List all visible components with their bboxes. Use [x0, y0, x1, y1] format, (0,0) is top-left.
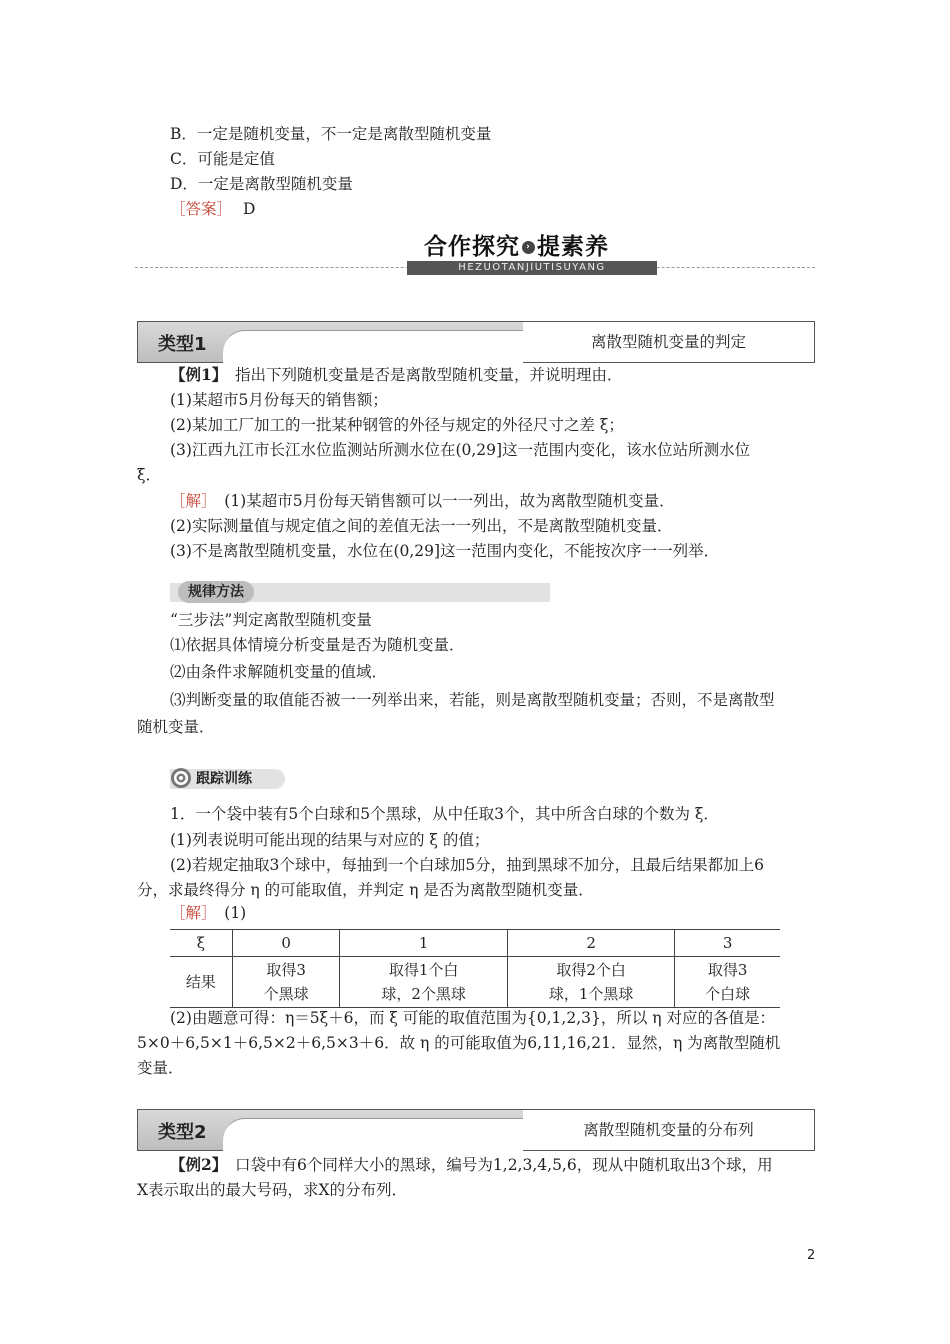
target-icon: [170, 767, 192, 789]
table-cell: 3: [675, 930, 780, 957]
table-cell: 1: [340, 930, 507, 957]
table-row: [170, 957, 780, 1008]
arrow-icon: ›: [522, 241, 535, 254]
type1-tag: 类型1: [158, 334, 207, 355]
training-header-label: 跟踪训练: [196, 771, 252, 787]
training-solution-intro: ［解］ (1): [170, 904, 247, 922]
table-header-row: [170, 930, 780, 957]
example1-item: (2)某加工厂加工的一批某种钢管的外径与规定的外径尺寸之差 ξ；: [170, 416, 624, 434]
table-cell: 结果: [170, 957, 232, 1008]
option-b: B．一定是随机变量，不一定是离散型随机变量: [170, 125, 492, 143]
solution1-label: ［解］: [170, 492, 209, 510]
example1-item: ξ．: [137, 466, 162, 484]
page-number: 2: [807, 1248, 816, 1263]
example2-label: 【例2】: [170, 1155, 220, 1174]
example1-item: (1)某超市5月份每天的销售额；: [170, 391, 388, 409]
training-problem: 分，求最终得分 η 的可能取值，并判定 η 是否为离散型随机变量．: [137, 881, 594, 899]
answer-line: [170, 199, 255, 219]
method-step: ⑵由条件求解随机变量的值域．: [170, 663, 388, 681]
training-problem: (2)若规定抽取3个球中，每抽到一个白球加5分，抽到黑球不加分，且最后结果都加上6: [170, 856, 765, 874]
table-cell: 取得1个白 球，2个黑球: [340, 957, 507, 1008]
example1: 【例1】 指出下列随机变量是否是离散型随机变量，并说明理由．: [170, 365, 623, 384]
option-c: C．可能是定值: [170, 150, 275, 168]
method-header-label: 规律方法: [178, 581, 254, 603]
answer-value: D: [242, 200, 256, 218]
table-cell: 取得3 个黑球: [232, 957, 340, 1008]
method-title: “三步法”判定离散型随机变量: [170, 611, 372, 629]
solution1-line: (3)不是离散型随机变量，水位在(0,29]这一范围内变化，不能按次序一一列举．: [170, 542, 720, 560]
type1-header: [137, 321, 815, 363]
table-cell: 2: [507, 930, 674, 957]
banner-title: 合作探究 › 提素养: [424, 234, 609, 260]
table-cell: 取得2个白 球，1个黑球: [507, 957, 674, 1008]
banner-subtitle: HEZUOTANJIUTISUYANG: [407, 261, 657, 275]
method-step: ⑴依据具体情境分析变量是否为随机变量．: [170, 636, 465, 654]
training-solution-line: 5×0＋6,5×1＋6,5×2＋6,5×3＋6．故 η 的可能取值为6,11,16,21．显然，η 为离散型随机: [137, 1034, 781, 1052]
table-cell: 0: [232, 930, 340, 957]
training-header: [170, 769, 285, 789]
outcome-table: [170, 929, 780, 1008]
method-header: [170, 583, 550, 602]
type2-header: [137, 1109, 815, 1151]
method-step: ⑶判断变量的取值能否被一一列举出来，若能，则是离散型随机变量；否则，不是离散型: [170, 691, 775, 709]
training-solution-line: (2)由题意可得：η＝5ξ＋6，而 ξ 可能的取值范围为{0,1,2,3}，所以 η 对应的各值是：: [170, 1009, 775, 1027]
example2: 【例2】 口袋中有6个同样大小的黑球，编号为1,2,3,4,5,6，现从中随机取出3个球，用: [170, 1155, 773, 1174]
training-problem: 1．一个袋中装有5个白球和5个黑球，从中任取3个，其中所含白球的个数为 ξ．: [170, 805, 719, 823]
table-cell: 取得3 个白球: [675, 957, 780, 1008]
training-solution-line: 变量．: [137, 1059, 184, 1077]
example2-line: X表示取出的最大号码，求X的分布列．: [137, 1181, 408, 1199]
training-solution-label: ［解］: [170, 904, 209, 922]
option-d: D．一定是离散型随机变量: [170, 175, 353, 193]
training-problem: (1)列表说明可能出现的结果与对应的 ξ 的值；: [170, 831, 490, 849]
method-step: 随机变量．: [137, 718, 215, 736]
solution1-line: ［解］ (1)某超市5月份每天销售额可以一一列出，故为离散型随机变量．: [170, 492, 675, 510]
example1-item: (3)江西九江市长江水位监测站所测水位在(0,29]这一范围内变化，该水位站所测水位: [170, 441, 751, 459]
type2-tag: 类型2: [158, 1122, 207, 1143]
section-banner: [135, 226, 815, 278]
example1-label: 【例1】: [170, 365, 220, 384]
type2-name: 离散型随机变量的分布列: [583, 1121, 754, 1139]
solution1-line: (2)实际测量值与规定值之间的差值无法一一列出，不是离散型随机变量．: [170, 517, 673, 535]
table-cell: ξ: [170, 930, 232, 957]
type1-name: 离散型随机变量的判定: [590, 333, 746, 351]
answer-label: ［答案］: [170, 200, 233, 218]
